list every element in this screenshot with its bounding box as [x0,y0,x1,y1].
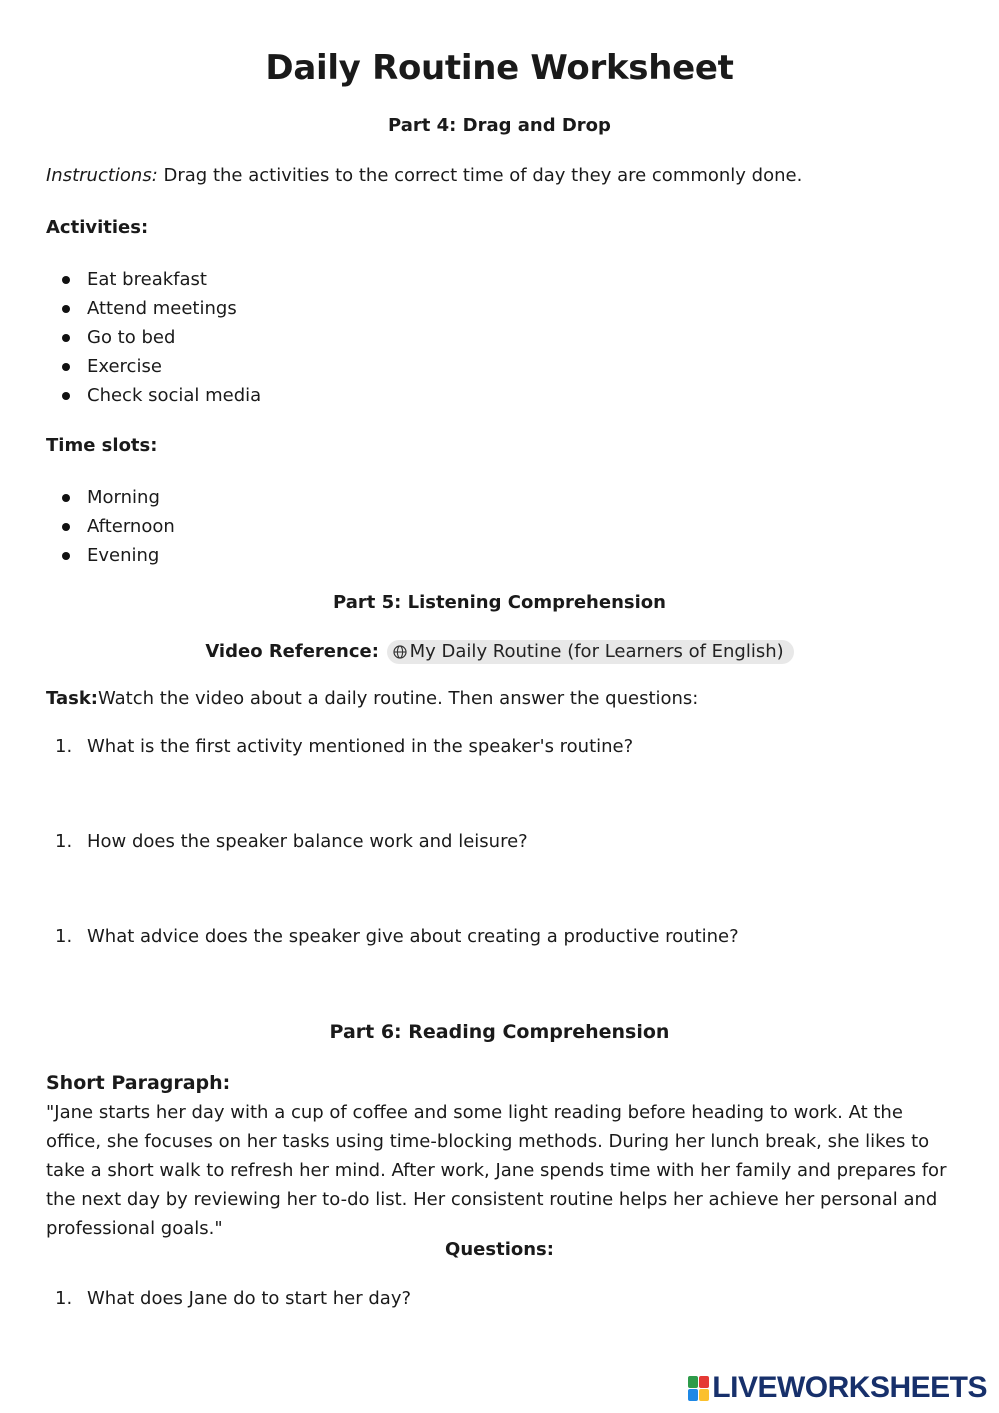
video-link-chip[interactable] [387,640,794,664]
activity-item[interactable] [46,294,261,323]
time-slot-label: Evening [87,545,160,566]
time-slot-item[interactable] [46,512,175,541]
part5-heading: Part 5: Listening Comprehension [333,592,666,613]
logo-tile [688,1376,698,1388]
logo-tile [699,1389,709,1401]
logo-text: LIVEWORKSHEETS [712,1371,987,1404]
video-link-text: My Daily Routine (for Learners of English) [409,641,784,662]
activities-list [46,265,261,410]
video-reference-row [0,640,999,664]
bullet-dot-icon [62,552,70,560]
questions-heading: Questions: [445,1239,554,1260]
activity-item[interactable] [46,265,261,294]
time-slots-label: Time slots: [46,435,158,456]
bullet-dot-icon [62,334,70,342]
page-title: Daily Routine Worksheet [265,48,734,88]
bullet-dot-icon [62,363,70,371]
bullet-dot-icon [62,305,70,313]
question-number: 1. [55,736,73,757]
activity-item[interactable] [46,323,261,352]
activity-label: Eat breakfast [87,269,207,290]
question-text: What advice does the speaker give about creating a productive routine? [87,926,739,947]
part4-heading: Part 4: Drag and Drop [388,115,611,136]
question-text: What is the first activity mentioned in the speaker's routine? [87,736,634,757]
logo-tile [688,1389,698,1401]
liveworksheets-logo [688,1371,987,1405]
activities-label: Activities: [46,217,149,238]
globe-icon [393,645,407,659]
task-line [46,688,698,709]
short-paragraph-label: Short Paragraph: [46,1072,231,1094]
logo-mark-icon [688,1376,709,1401]
listening-question [46,736,633,757]
instructions-label: Instructions: [46,165,158,186]
time-slot-label: Morning [87,487,160,508]
activity-item[interactable] [46,352,261,381]
reading-question [46,1288,411,1309]
instructions [46,165,802,186]
logo-tile [699,1376,709,1388]
bullet-dot-icon [62,494,70,502]
time-slot-item[interactable] [46,483,175,512]
part6-heading: Part 6: Reading Comprehension [329,1021,670,1043]
task-text: Watch the video about a daily routine. Then answer the questions: [98,688,699,709]
bullet-dot-icon [62,392,70,400]
listening-question [46,926,739,947]
listening-question [46,831,528,852]
time-slot-item[interactable] [46,541,175,570]
question-number: 1. [55,831,73,852]
video-reference-label: Video Reference: [205,641,379,662]
bullet-dot-icon [62,523,70,531]
activity-label: Check social media [87,385,262,406]
activity-label: Go to bed [87,327,176,348]
question-text: What does Jane do to start her day? [87,1288,412,1309]
activity-label: Attend meetings [87,298,237,319]
time-slot-label: Afternoon [87,516,175,537]
question-number: 1. [55,926,73,947]
reading-paragraph: "Jane starts her day with a cup of coffee and some light reading before heading to work. At the office, she focuses on her tasks using time-blocking methods. During her lunch break, she likes to take a short walk to refresh her mind. After work, Jane spends time with her family and prepares for the next day by reviewing her to-do list. Her consistent routine helps her achieve her personal and professional goals." [46,1102,947,1239]
task-label: Task: [46,688,98,709]
activity-item[interactable] [46,381,261,410]
question-text: How does the speaker balance work and leisure? [87,831,528,852]
question-number: 1. [55,1288,73,1309]
bullet-dot-icon [62,276,70,284]
time-slots-list [46,483,175,570]
activity-label: Exercise [87,356,162,377]
instructions-text: Drag the activities to the correct time of day they are commonly done. [157,165,803,186]
